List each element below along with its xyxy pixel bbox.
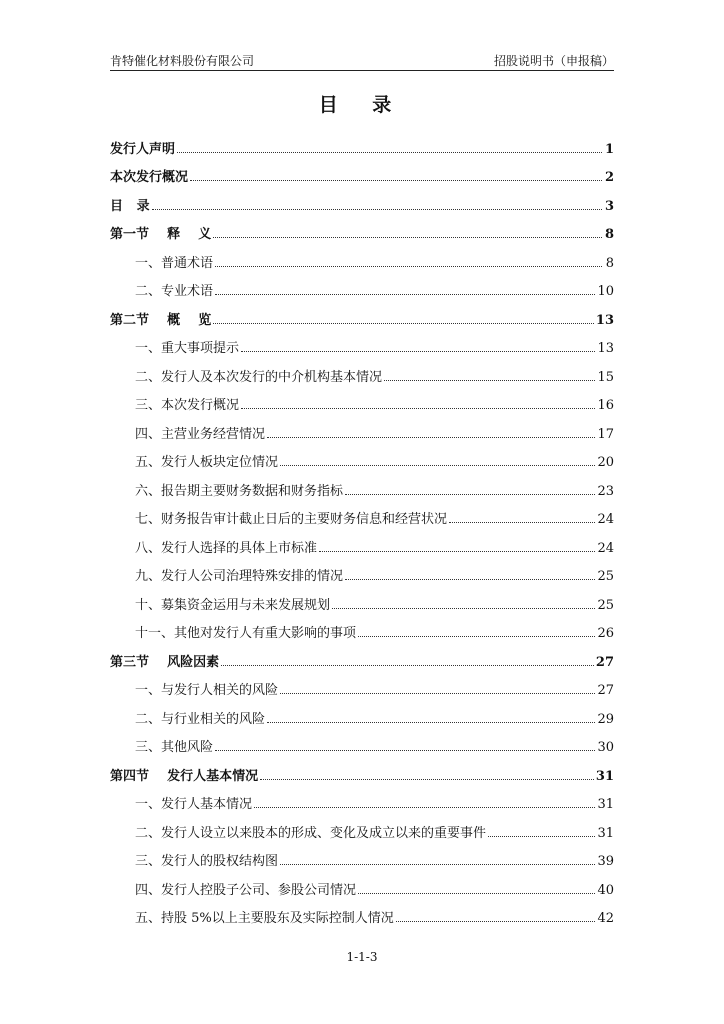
toc-entry-page: 27 [595,654,614,670]
toc-section-entry[interactable] [110,413,614,442]
toc-section-entry[interactable] [110,527,614,556]
toc-entry-label: 二、与行业相关的风险 [135,711,266,727]
toc-entry-page: 27 [597,683,614,698]
toc-entry-label: 二、发行人及本次发行的中介机构基本情况 [135,369,383,385]
toc-entry-page: 15 [597,369,614,385]
toc-entry-page: 1 [604,141,614,157]
toc-entry-page: 13 [595,312,614,328]
toc-dot-leader [396,921,596,922]
toc-entry-page: 31 [595,768,614,784]
toc-entry-label: 本次发行概况 [110,170,189,185]
toc-section-entry[interactable] [110,470,614,499]
toc-entry-label: 四、发行人控股子公司、参股公司情况 [135,882,357,898]
toc-section-entry[interactable] [110,385,614,414]
toc-dot-leader [190,180,602,181]
toc-entry-label: 一、重大事项提示 [135,341,240,356]
toc-section-entry[interactable] [110,613,614,642]
toc-entry-label: 发行人声明 [110,141,176,157]
toc-section-entry[interactable] [110,727,614,756]
table-of-contents [110,128,614,926]
toc-chapter-entry[interactable] [110,755,614,784]
toc-entry-page: 8 [604,227,614,242]
toc-entry-label: 一、与发行人相关的风险 [135,683,279,698]
toc-entry-label: 第四节 发行人基本情况 [110,768,259,784]
toc-section-entry[interactable] [110,670,614,699]
toc-dot-leader [358,893,595,894]
toc-entry-page: 25 [597,597,614,613]
toc-entry-label: 第一节 释 义 [110,227,212,242]
toc-chapter-entry[interactable] [110,185,614,214]
toc-entry-page: 2 [604,170,614,185]
toc-dot-leader [213,237,602,238]
toc-dot-leader [280,864,595,865]
page-number: 1-1-3 [346,950,378,964]
toc-dot-leader [267,437,595,438]
toc-section-entry[interactable] [110,556,614,585]
toc-section-entry[interactable] [110,356,614,385]
toc-dot-leader [358,636,595,637]
toc-dot-leader [280,693,595,694]
toc-dot-leader [215,750,595,751]
toc-section-entry[interactable] [110,584,614,613]
toc-entry-page: 31 [597,797,614,812]
toc-entry-label: 十、募集资金运用与未来发展规划 [135,597,331,613]
toc-entry-page: 20 [597,455,614,470]
toc-section-entry[interactable] [110,271,614,300]
toc-section-entry[interactable] [110,841,614,870]
toc-dot-leader [215,294,595,295]
toc-section-entry[interactable] [110,698,614,727]
toc-entry-page: 26 [597,626,614,641]
toc-dot-leader [384,380,595,381]
toc-section-entry[interactable] [110,869,614,898]
toc-entry-page: 24 [597,540,614,556]
toc-chapter-entry[interactable] [110,214,614,243]
toc-dot-leader [319,551,595,552]
toc-section-entry[interactable] [110,784,614,813]
toc-dot-leader [221,665,594,666]
toc-entry-label: 五、持股 5%以上主要股东及实际控制人情况 [135,911,394,926]
toc-entry-label: 四、主营业务经营情况 [135,426,266,442]
toc-entry-label: 十一、其他对发行人有重大影响的事项 [135,626,357,641]
toc-dot-leader [267,722,595,723]
toc-dot-leader [241,351,595,352]
toc-dot-leader [345,494,595,495]
toc-entry-label: 目 录 [110,198,150,214]
toc-entry-label: 五、发行人板块定位情况 [135,455,279,470]
toc-dot-leader [215,266,602,267]
toc-entry-page: 24 [597,512,614,527]
toc-section-entry[interactable] [110,328,614,357]
toc-section-entry[interactable] [110,499,614,528]
toc-entry-page: 17 [597,426,614,442]
toc-entry-label: 三、本次发行概况 [135,398,240,413]
toc-dot-leader [241,408,595,409]
toc-entry-page: 29 [597,711,614,727]
toc-section-entry[interactable] [110,812,614,841]
toc-entry-label: 三、发行人的股权结构图 [135,854,279,869]
header-document-type: 招股说明书（申报稿） [493,54,614,68]
toc-section-entry[interactable] [110,242,614,271]
toc-entry-page: 16 [597,398,614,413]
toc-chapter-entry[interactable] [110,157,614,186]
toc-section-entry[interactable] [110,898,614,927]
toc-entry-label: 七、财务报告审计截止日后的主要财务信息和经营状况 [135,512,448,527]
page-title: 目 录 [318,94,406,116]
header-company-name: 肯特催化材料股份有限公司 [110,54,255,68]
toc-dot-leader [332,608,595,609]
toc-dot-leader [260,779,594,780]
toc-entry-page: 8 [605,255,614,271]
toc-entry-page: 10 [597,284,614,299]
toc-entry-label: 第二节 概 览 [110,312,212,328]
toc-entry-page: 40 [597,882,614,898]
toc-entry-page: 39 [597,854,614,869]
toc-dot-leader [213,323,594,324]
toc-entry-label: 一、发行人基本情况 [135,797,253,812]
toc-chapter-entry[interactable] [110,299,614,328]
toc-dot-leader [449,522,595,523]
toc-entry-page: 31 [597,825,614,841]
toc-entry-page: 30 [597,740,614,755]
toc-entry-page: 3 [604,198,614,214]
toc-entry-label: 第三节 风险因素 [110,654,220,670]
toc-chapter-entry[interactable] [110,128,614,157]
toc-dot-leader [345,579,595,580]
toc-entry-label: 二、专业术语 [135,284,214,299]
page-header [110,50,614,71]
toc-dot-leader [177,152,602,153]
toc-entry-label: 三、其他风险 [135,740,214,755]
toc-chapter-entry[interactable] [110,641,614,670]
toc-section-entry[interactable] [110,442,614,471]
toc-entry-page: 42 [597,911,614,926]
toc-entry-label: 一、普通术语 [135,255,214,271]
toc-entry-page: 13 [597,341,614,356]
toc-entry-label: 九、发行人公司治理特殊安排的情况 [135,569,344,584]
toc-entry-page: 25 [597,569,614,584]
toc-entry-label: 二、发行人设立以来股本的形成、变化及成立以来的重要事件 [135,825,487,841]
toc-dot-leader [488,836,595,837]
toc-dot-leader [280,465,595,466]
toc-dot-leader [254,807,595,808]
toc-entry-label: 八、发行人选择的具体上市标准 [135,540,318,556]
toc-entry-label: 六、报告期主要财务数据和财务指标 [135,483,344,499]
toc-dot-leader [152,209,602,210]
toc-entry-page: 23 [597,483,614,499]
